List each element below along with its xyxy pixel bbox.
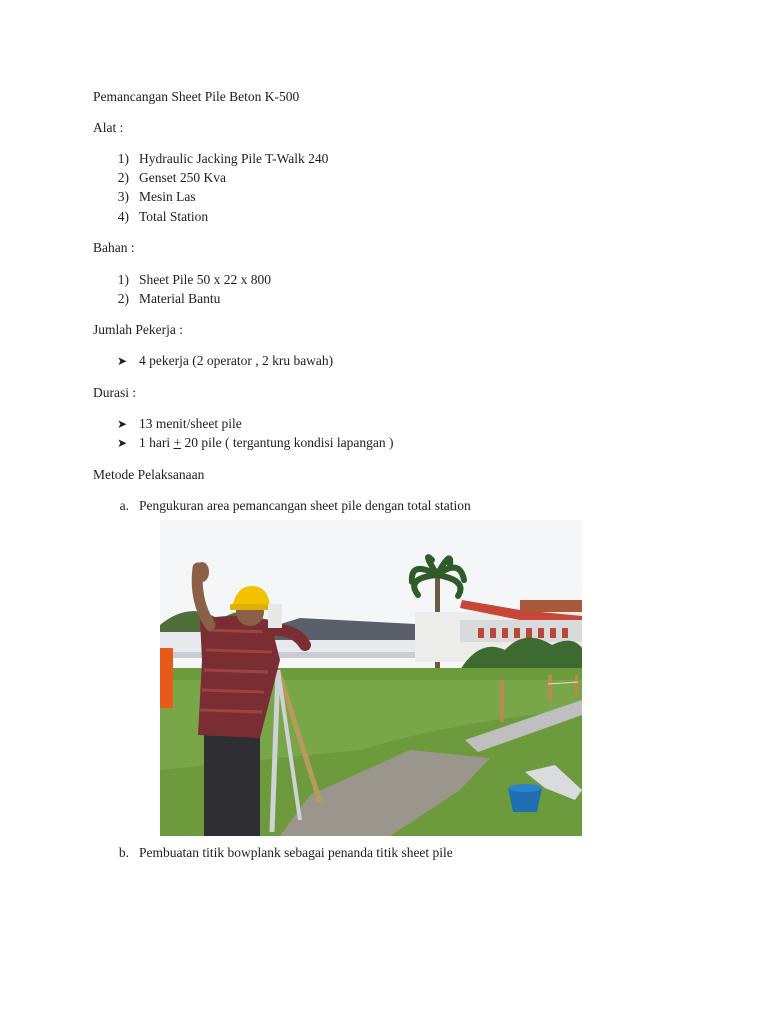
bahan-heading: Bahan : bbox=[93, 240, 135, 255]
list-item bbox=[139, 435, 393, 451]
list-item-number: 1) bbox=[117, 151, 129, 166]
step-letter: b. bbox=[118, 845, 129, 860]
list-item: Hydraulic Jacking Pile T-Walk 240 bbox=[139, 151, 329, 166]
durasi-heading: Durasi : bbox=[93, 385, 137, 400]
list-item-text: 20 pile ( tergantung kondisi lapangan ) bbox=[181, 435, 394, 450]
list-item: Total Station bbox=[139, 209, 209, 224]
arrow-bullet-icon: ➤ bbox=[117, 417, 128, 431]
list-item-text: 1 hari bbox=[139, 435, 174, 450]
step-letter: a. bbox=[119, 498, 129, 513]
list-item-number: 1) bbox=[117, 272, 129, 287]
list-item-number: 2) bbox=[117, 291, 129, 306]
list-item: 4 pekerja (2 operator , 2 kru bawah) bbox=[139, 353, 334, 368]
arrow-bullet-icon: ➤ bbox=[117, 354, 128, 368]
metode-heading: Metode Pelaksanaan bbox=[93, 467, 205, 482]
step-text: Pembuatan titik bowplank sebagai penanda titik sheet pile bbox=[139, 845, 453, 860]
list-item-number: 3) bbox=[117, 189, 129, 204]
list-item: Sheet Pile 50 x 22 x 800 bbox=[139, 272, 271, 287]
plus-minus-symbol: + bbox=[173, 435, 182, 450]
list-item-number: 2) bbox=[117, 170, 129, 185]
list-item-number: 4) bbox=[117, 209, 129, 224]
arrow-bullet-icon: ➤ bbox=[117, 436, 128, 450]
list-item: Genset 250 Kva bbox=[139, 170, 226, 185]
alat-heading: Alat : bbox=[93, 120, 124, 135]
list-item: Mesin Las bbox=[139, 189, 196, 204]
jumlah-pekerja-heading: Jumlah Pekerja : bbox=[93, 322, 183, 337]
survey-photo bbox=[160, 520, 582, 836]
list-item: 13 menit/sheet pile bbox=[139, 416, 242, 431]
step-text: Pengukuran area pemancangan sheet pile dengan total station bbox=[139, 498, 471, 513]
document-title: Pemancangan Sheet Pile Beton K-500 bbox=[93, 89, 300, 104]
list-item: Material Bantu bbox=[139, 291, 221, 306]
